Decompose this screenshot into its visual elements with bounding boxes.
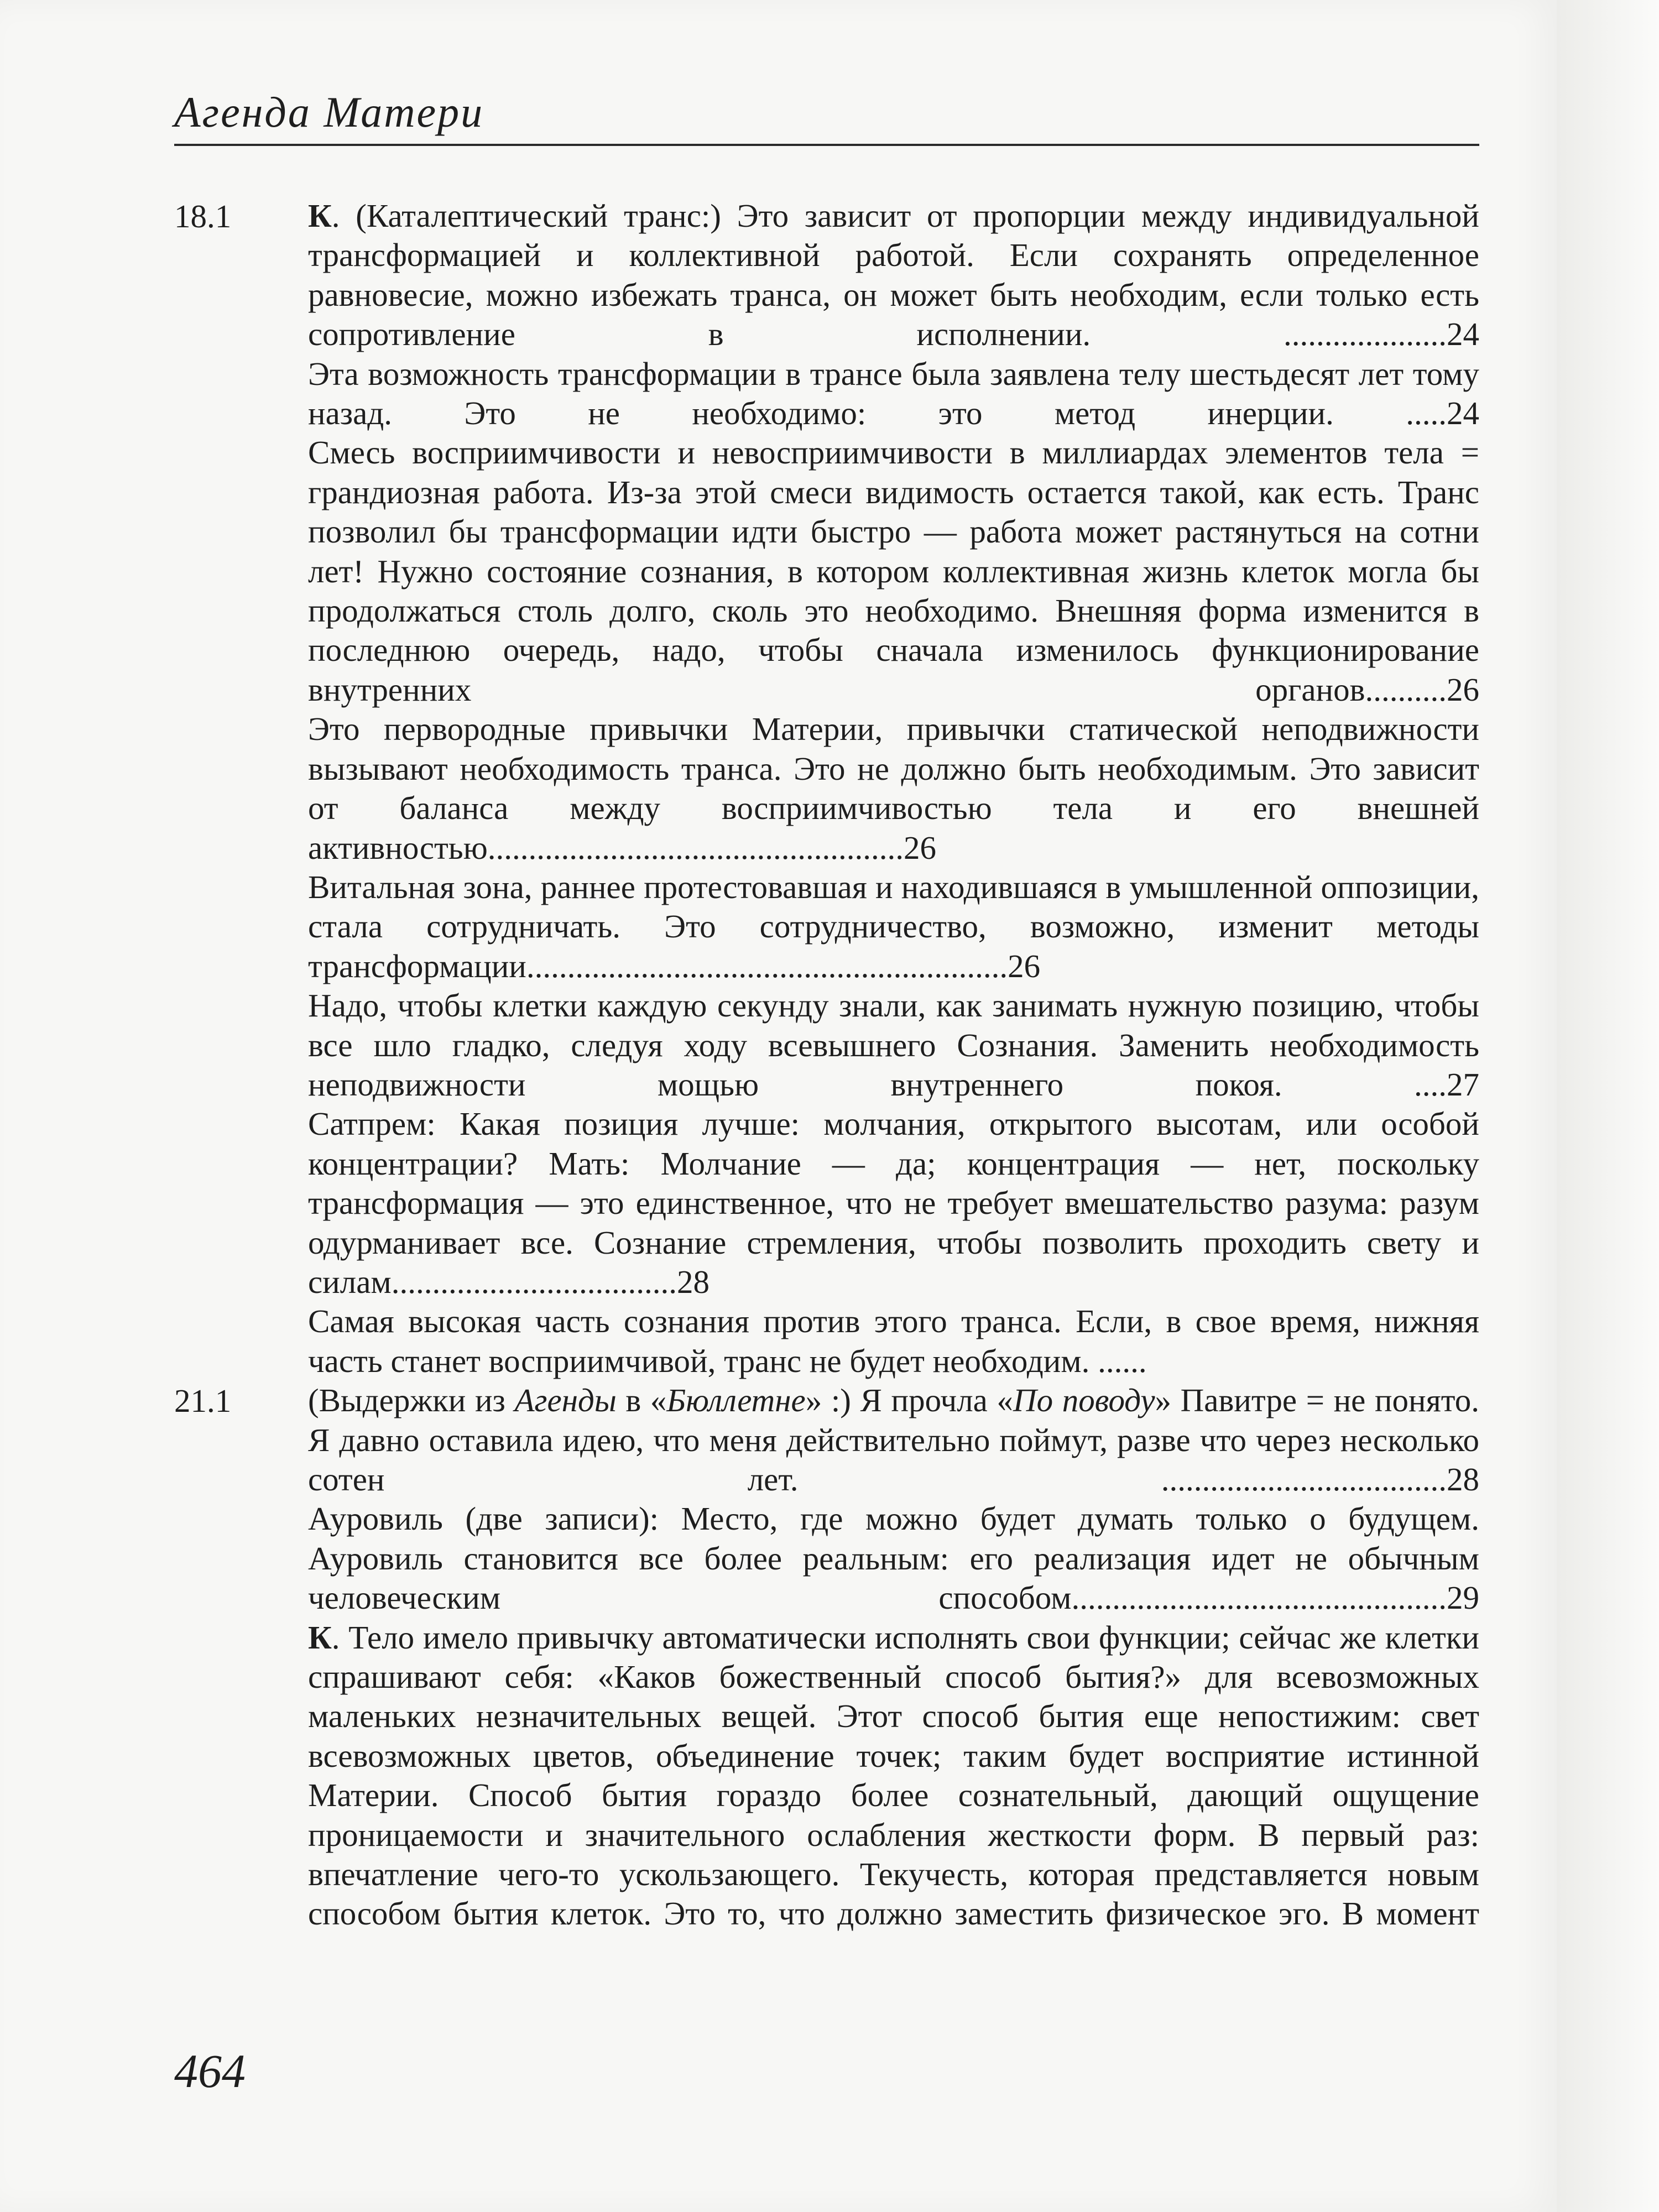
entry-body [308,196,1479,1381]
entry-body [308,1381,1479,1934]
item-text: Сатпрем: Какая позиция лучше: молчания, открытого высотам, или особой концентрации? Мать: Молчание — да; концентрация — нет, поскольку трансформация — это единственное, что не требует вмешательство разума: разум одурманивает все. Сознание стремления, чтобы позволить проходить свету и силам. [308,1105,1479,1300]
item-text: Самая высокая часть сознания против этого транса. Если, в свое время, нижняя часть станет восприимчивой, транс не будет необходим. [308,1303,1479,1379]
page-number: 28 [1447,1461,1479,1498]
item-text: Это первородные привычки Материи, привычки статической неподвижности вызывают необходимость транса. Это не должно быть необходимым. Это зависит от баланса между восприимчивостью тела и его внешней активностью. [308,711,1479,866]
contents-item [308,1499,1479,1618]
page-number: 26 [904,829,937,866]
entry-date: 21.1 [174,1383,232,1420]
leader-dots: .... [1414,1066,1447,1103]
leader-dots: ..... [1406,395,1447,432]
page-edge [1557,0,1659,2212]
running-header-title: Агенда Матери [174,88,484,136]
italic-title: По поводу [1013,1382,1155,1419]
contents-item [308,433,1479,709]
item-text-connector: » :) Я прочла « [805,1382,1013,1419]
contents-item [308,1302,1479,1381]
italic-title: Агенды [514,1382,617,1419]
page-number: 26 [1447,671,1479,708]
running-header [174,83,1479,146]
contents-list [174,196,1479,1934]
page-number: 24 [1447,395,1479,432]
contents-item [308,868,1479,986]
contents-item [308,354,1479,434]
item-text: . Тело имело привычку автоматически исполнять свои функции; сейчас же клетки спрашивают себя: «Каков божественный способ бытия?» для всевозможных маленьких незначительных вещей. Этот способ бытия еще непостижим: свет всевозможных цветов, объединение точек; таким будет восприятие истинной Материи. Способ бытия гораздо более сознательный, дающий ощущение проницаемости и значительного ослабления жесткости форм. В первый раз: впечатление чего-то ускользающего. Текучесть, которая представляется новым способом бытия клеток. Это то, что должно заместить физическое эго. В момент [308,1619,1479,1932]
page-number: 28 [676,1263,709,1300]
page-number: 27 [1447,1066,1479,1103]
leader-dots: ............................................. [1079,1579,1447,1616]
leader-dots: .......................................................... [534,947,1008,984]
item-text: . (Каталептический транс:) Это зависит от пропорции между индивидуальной трансформацией и коллективной работой. Если сохранять определенное равновесие, можно избежать транса, он может быть необходим, если только есть сопротивление в исполнении. [308,197,1479,353]
leader-dots: ......... [1373,671,1447,708]
date-entry [174,1381,1479,1934]
page-number: 24 [1447,316,1479,353]
item-text: Витальная зона, раннее протестовавшая и находившаяся в умышленной оппозиции, стала сотрудничать. Это сотрудничество, возможно, изменит методы трансформации. [308,868,1479,984]
date-entry [174,196,1479,1381]
leader-dots: .................................. [399,1263,677,1300]
page-number: 26 [1008,947,1041,984]
page-folio: 464 [174,2044,246,2098]
item-text: Эта возможность трансформации в трансе была заявлена телу шестьдесят лет тому назад. Это не необходимо: это метод инерции. [308,355,1479,432]
item-text: Надо, чтобы клетки каждую секунду знали, как занимать нужную позицию, чтобы все шло гладко, следуя ходу всевышнего Сознания. Заменить необходимость неподвижности мощью внутреннего покоя. [308,987,1479,1103]
contents-item [308,1104,1479,1302]
page-number: 29 [1447,1579,1479,1616]
contents-item [308,1618,1479,1934]
contents-item [308,196,1479,354]
italic-title: Бюллетне [666,1382,806,1419]
leader-dots: ................................... [1161,1461,1447,1498]
contents-item [308,986,1479,1104]
entry-date: 18.1 [174,198,232,234]
item-text-connector: в « [616,1382,667,1419]
leader-dots: ...... [1098,1342,1147,1379]
contents-item [308,709,1479,868]
contents-item [308,1381,1479,1499]
leader-dots: .................................................. [495,829,904,866]
speaker-mark: К [308,197,332,234]
item-text: Ауровиль (две записи): Место, где можно будет думать только о будущем. Ауровиль становится все более реальным: его реализация идет не обычным человеческим способом. [308,1500,1479,1616]
leader-dots: .................... [1284,316,1447,353]
item-text: » Павитре = не понято. Я давно оставила идею, что меня действительно поймут, разве что через несколько сотен лет. [308,1382,1480,1498]
speaker-mark: К [308,1619,332,1656]
item-text: Смесь восприимчивости и невосприимчивости в миллиардах элементов тела = грандиозная работа. Из-за этой смеси видимость остается такой, как есть. Транс позволил бы трансформации идти быстро — работа может растянуться на сотни лет! Нужно состояние сознания, в котором коллективная жизнь клеток могла бы продолжаться столь долго, сколь это необходимо. Внешняя форма изменится в последнюю очередь, надо, чтобы сначала изменилось функционирование внутренних органов. [308,434,1479,708]
item-text-prefix: (Выдержки из [308,1382,515,1419]
